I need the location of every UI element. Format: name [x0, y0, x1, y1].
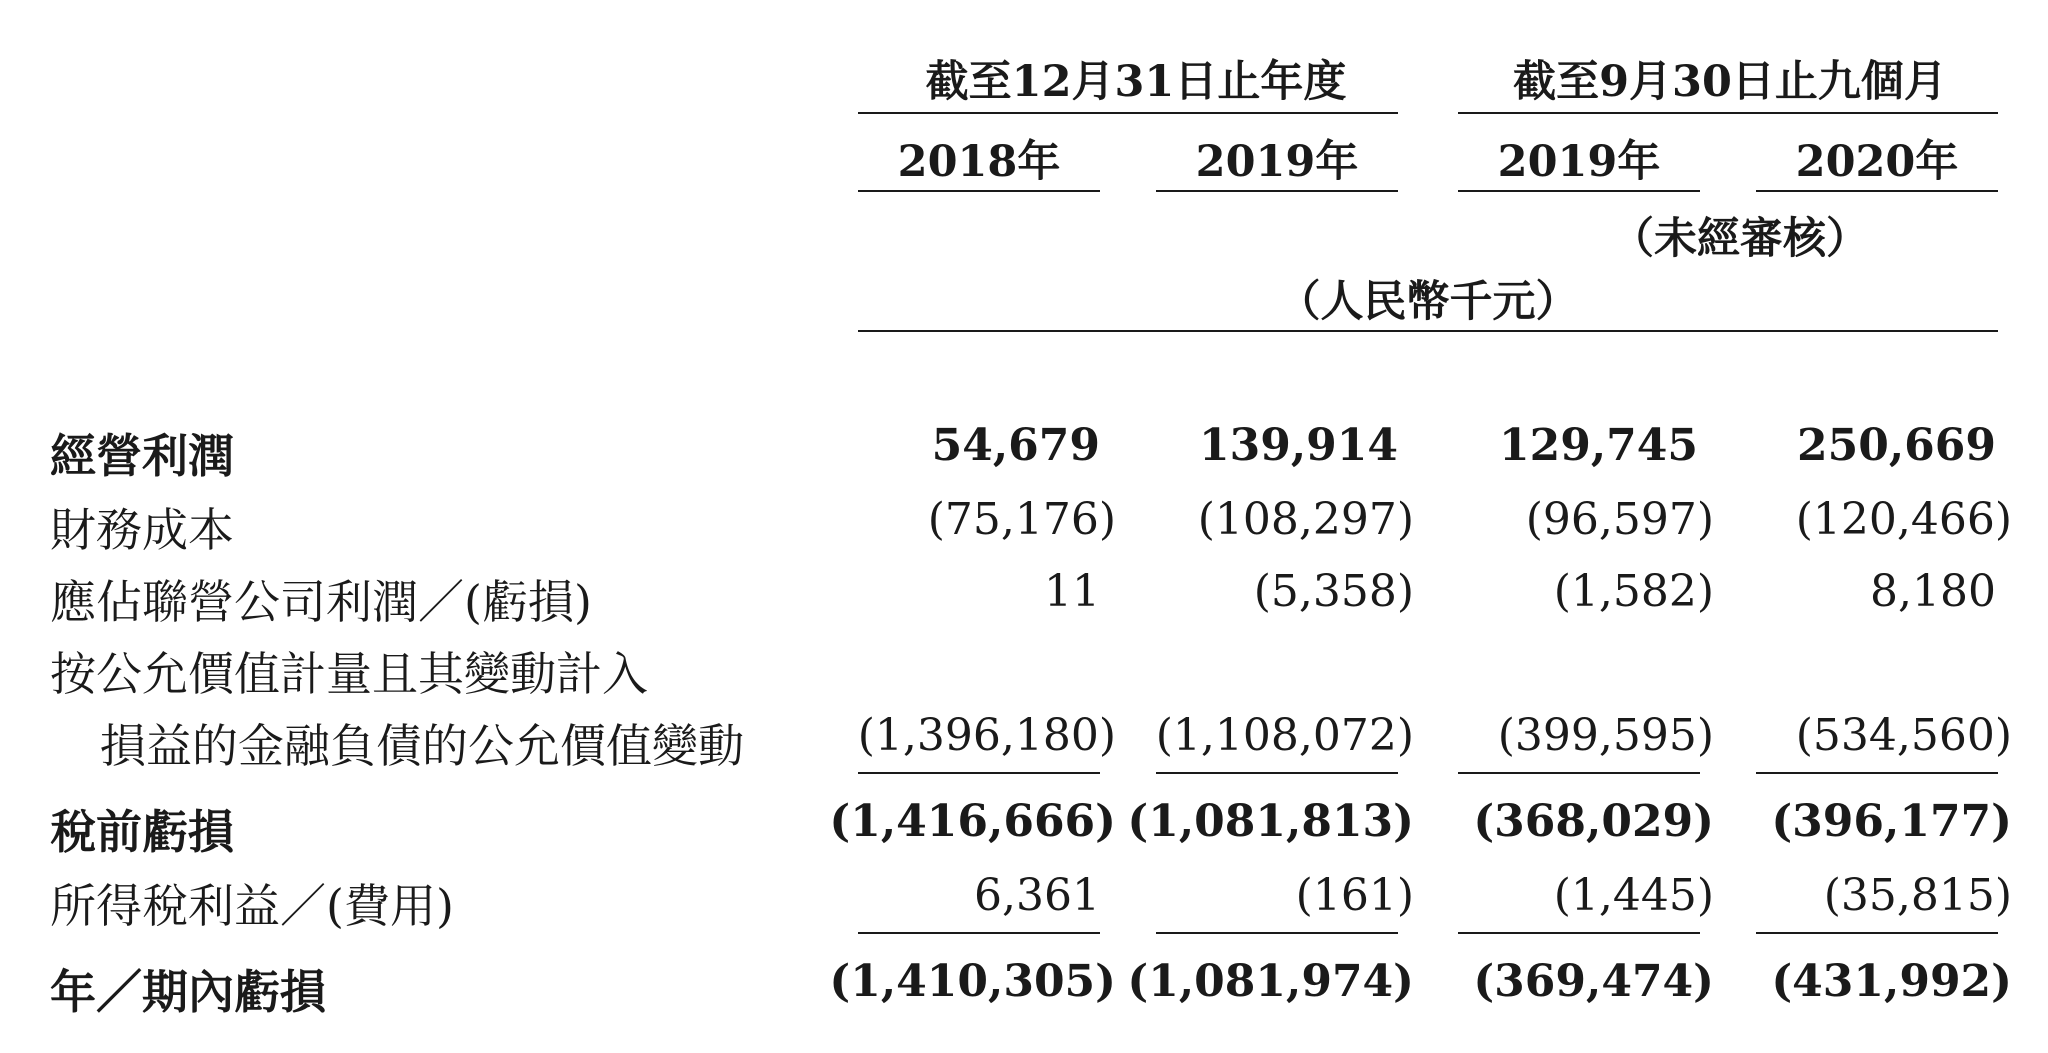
row-label-finance-costs: 財務成本	[50, 503, 234, 557]
header-unit-note: （人民幣千元）	[1277, 277, 1579, 327]
row-value: (396,177)	[1771, 796, 2012, 847]
row-value: 8,180	[1870, 566, 1996, 617]
row-value: 54,679	[931, 420, 1100, 471]
header-year-col-2-rule	[1156, 190, 1398, 192]
subtotal-rule-col-4	[1756, 772, 1998, 774]
row-value: (369,474)	[1473, 956, 1714, 1007]
row-value: (5,358)	[1253, 566, 1414, 617]
header-year-col-2: 2019年	[1195, 137, 1359, 187]
header-year-col-3: 2019年	[1497, 137, 1661, 187]
total-rule-col-3	[1458, 932, 1700, 934]
row-value: (1,081,974)	[1127, 956, 1414, 1007]
row-value: 6,361	[974, 870, 1100, 921]
subtotal-rule-col-1	[858, 772, 1100, 774]
header-group-full-year: 截至12月31日止年度	[925, 57, 1347, 107]
header-group-full-year-rule	[858, 112, 1398, 114]
row-label-share-of-associates: 應佔聯營公司利潤／(虧損)	[50, 575, 592, 629]
row-value: (1,416,666)	[829, 796, 1116, 847]
row-value: (1,445)	[1553, 870, 1714, 921]
row-value: (1,108,072)	[1155, 710, 1414, 761]
header-year-col-3-rule	[1458, 190, 1700, 192]
row-value: (120,466)	[1795, 494, 2012, 545]
row-label-fair-value-line-1: 按公允價值計量且其變動計入	[50, 647, 648, 701]
row-value: (161)	[1295, 870, 1414, 921]
row-value: (534,560)	[1795, 710, 2012, 761]
row-label-operating-profit: 經營利潤	[50, 429, 234, 483]
row-value: 129,745	[1498, 420, 1698, 471]
row-value: (1,396,180)	[857, 710, 1116, 761]
header-unaudited-note: （未經審核）	[1611, 214, 1869, 264]
header-unit-rule	[858, 330, 1998, 332]
row-value: 250,669	[1796, 420, 1996, 471]
total-rule-col-1	[858, 932, 1100, 934]
row-value: (399,595)	[1497, 710, 1714, 761]
total-rule-col-4	[1756, 932, 1998, 934]
row-label-loss-before-tax: 稅前虧損	[50, 805, 234, 859]
header-group-nine-months-rule	[1458, 112, 1998, 114]
subtotal-rule-col-3	[1458, 772, 1700, 774]
header-year-col-1-rule	[858, 190, 1100, 192]
row-label-income-tax: 所得稅利益／(費用)	[50, 879, 454, 933]
row-value: (368,029)	[1473, 796, 1714, 847]
header-year-col-4: 2020年	[1795, 137, 1959, 187]
row-value: (1,582)	[1553, 566, 1714, 617]
row-value: (1,081,813)	[1127, 796, 1414, 847]
row-value: (35,815)	[1823, 870, 2012, 921]
row-value: (96,597)	[1525, 494, 1714, 545]
header-group-nine-months: 截至9月30日止九個月	[1513, 57, 1947, 107]
row-value: (75,176)	[927, 494, 1116, 545]
header-year-col-1: 2018年	[897, 137, 1061, 187]
row-label-fair-value-line-2: 損益的金融負債的公允價值變動	[100, 719, 744, 773]
row-label-loss-for-period: 年／期內虧損	[50, 965, 326, 1019]
subtotal-rule-col-2	[1156, 772, 1398, 774]
row-value: 139,914	[1198, 420, 1398, 471]
header-year-col-4-rule	[1756, 190, 1998, 192]
row-value: 11	[1044, 566, 1100, 617]
row-value: (108,297)	[1197, 494, 1414, 545]
row-value: (431,992)	[1771, 956, 2012, 1007]
total-rule-col-2	[1156, 932, 1398, 934]
row-value: (1,410,305)	[829, 956, 1116, 1007]
